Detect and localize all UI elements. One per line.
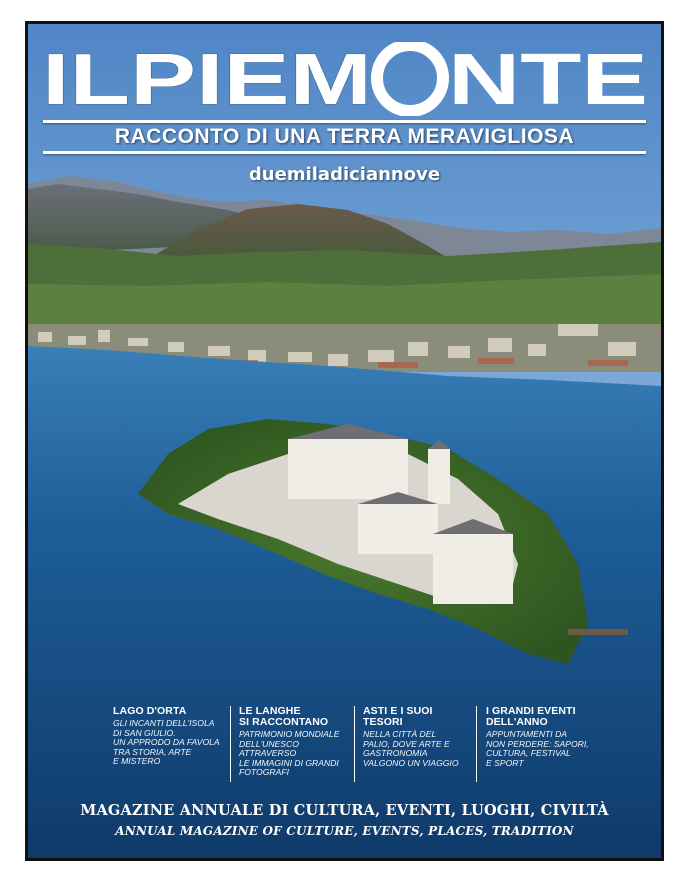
teaser-langhe[interactable] [230,706,354,782]
teaser-title: ASTI E I SUOI TESORI [363,705,433,728]
teaser-lago-orta[interactable] [113,706,223,782]
masthead-rule-top [43,120,646,123]
magazine-cover [25,21,664,861]
teaser-description: NELLA CITTÀ DEL PALIO, DOVE ARTE E GASTRONOMIA VALGONO UN VIAGGIO [363,729,459,768]
masthead-logo [28,42,661,116]
article-teasers [113,706,653,784]
masthead [28,42,661,116]
teaser-grandi-eventi[interactable] [476,706,596,782]
teaser-description: GLI INCANTI DELL'ISOLA DI SAN GIULIO. UN APPRODO DA FAVOLA TRA STORIA, ARTE E MISTERO [113,718,220,767]
masthead-title-o: O [409,102,411,103]
masthead-title-right: NTE [448,42,648,116]
masthead-o-mark [377,45,443,111]
masthead-tagline: RACCONTO DI UNA TERRA MERAVIGLIOSA [114,125,575,148]
footer-english: ANNUAL MAGAZINE OF CULTURE, EVENTS, PLACES, TRADITION [115,824,574,838]
teaser-title: I GRANDI EVENTI DELL'ANNO [486,705,576,728]
teaser-asti[interactable] [354,706,473,782]
masthead-title-left: ILPIEM [42,42,372,116]
teaser-title: LE LANGHE SI RACCONTANO [239,705,329,728]
teaser-description: PATRIMONIO MONDIALE DELL'UNESCO ATTRAVERSO LE IMMAGINI DI GRANDI FOTOGRAFI [239,729,340,778]
masthead-rule-bottom [43,151,646,154]
teaser-title: LAGO D'ORTA [113,705,187,717]
teaser-description: APPUNTAMENTI DA NON PERDERE: SAPORI, CULTURA, FESTIVAL E SPORT [486,729,589,768]
edition-year: duemiladiciannove [248,164,441,185]
footer-italian: MAGAZINE ANNUALE DI CULTURA, EVENTI, LUOGHI, CIVILTÀ [80,802,609,819]
